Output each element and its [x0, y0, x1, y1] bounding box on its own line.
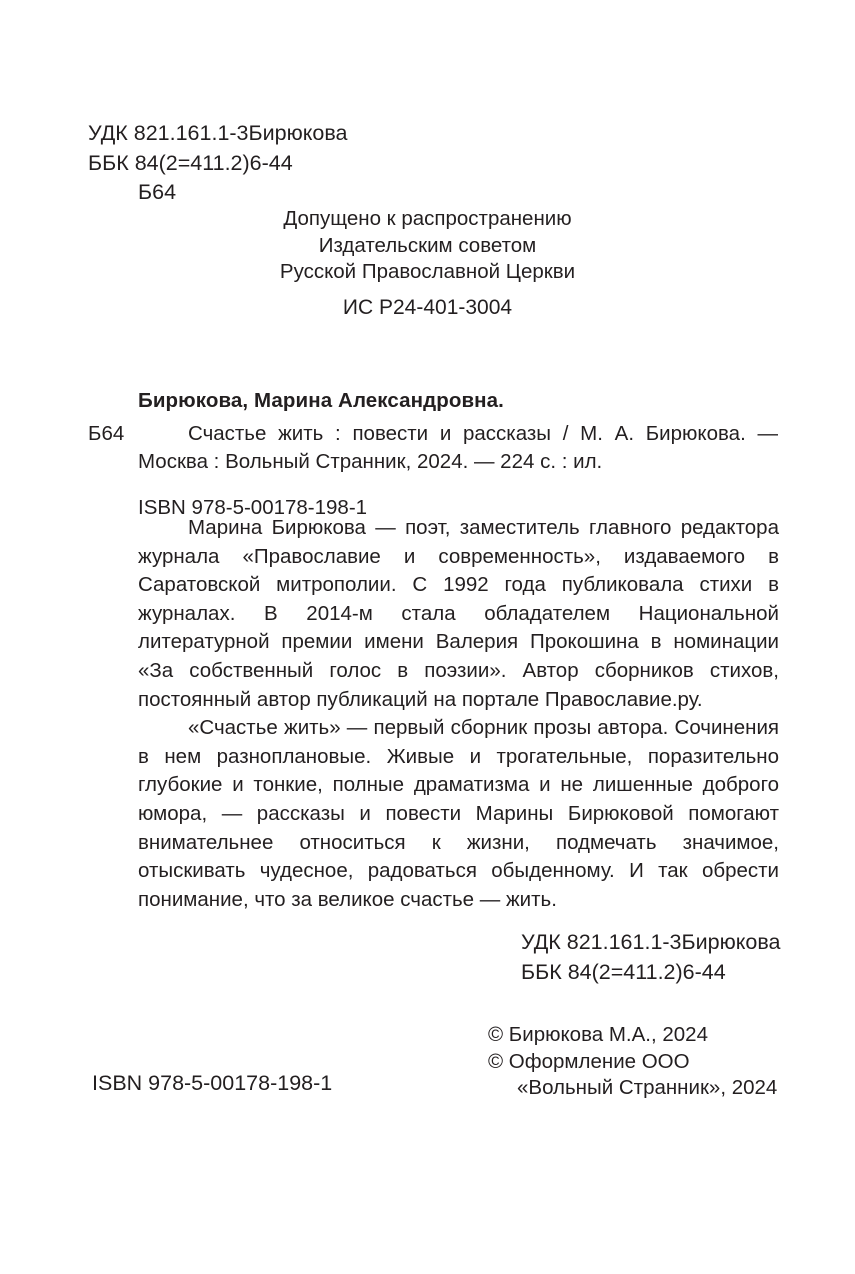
record-author: Бирюкова, Марина Александровна.: [138, 389, 504, 412]
record-description: Счастье жить : повести и рассказы / М. А. Бирюкова. — Москва : Вольный Странник, 2024. — 224 с. : ил.: [138, 421, 778, 473]
record-isbn: ISBN 978-5-00178-198-1: [138, 495, 368, 519]
udk-code-top: УДК 821.161.1-3Бирюкова: [88, 121, 348, 145]
annotation-paragraph-2: «Счастье жить» — первый сборник прозы автора. Сочинения в нем разноплановые. Живые и трогательные, поразительно глубокие и тонкие, полные драматизма и не лишенные доброго юмора, — рассказы и повести Марины Бирюковой помогают внимательнее относиться к жизни, подмечать значимое, отыскивать чудесное, радоваться обыденному. И так обрести понимание, что за великое счастье — жить.: [138, 716, 779, 911]
shelf-code-top: Б64: [138, 180, 177, 204]
copyright-design: © Оформление ООО: [488, 1049, 690, 1073]
udk-code-bottom: УДК 821.161.1-3Бирюкова: [521, 930, 781, 954]
copyright-publisher: «Вольный Странник», 2024: [517, 1076, 778, 1099]
shelf-code-record: Б64: [88, 421, 125, 445]
imprimatur-block: [0, 206, 855, 321]
bibliographic-record: [88, 387, 778, 522]
bbk-code-bottom: ББК 84(2=411.2)6-44: [521, 959, 726, 984]
record-description-wrap: [88, 420, 778, 477]
annotation-paragraph-1: Марина Бирюкова — поэт, заместитель главного редактора журнала «Православие и современность», издаваемого в Саратовской митрополии. С 1992 года публиковала стихи в журналах. В 2014-м стала обладателем Национальной литературной премии имени Валерия Прокошина в номинации «За собственный голос в поэзии». Автор сборников стихов, постоянный автор публикаций на портале Православие.ру.: [138, 516, 779, 711]
imprimatur-line-3: Русской Православной Церкви: [279, 260, 576, 283]
imprimatur-line-2: Издательским советом: [318, 233, 537, 257]
isbn-bottom: ISBN 978-5-00178-198-1: [92, 1071, 333, 1095]
annotation-block: [138, 514, 779, 914]
bbk-code-top: ББК 84(2=411.2)6-44: [88, 150, 293, 175]
imprimatur-number: ИС Р24-401-3004: [342, 295, 513, 319]
classification-header: [88, 119, 347, 208]
classification-footer: [521, 928, 780, 987]
copyright-author: © Бирюкова М.А., 2024: [488, 1023, 708, 1046]
copyright-block: [488, 1022, 777, 1102]
imprimatur-line-1: Допущено к распространению: [283, 207, 572, 230]
